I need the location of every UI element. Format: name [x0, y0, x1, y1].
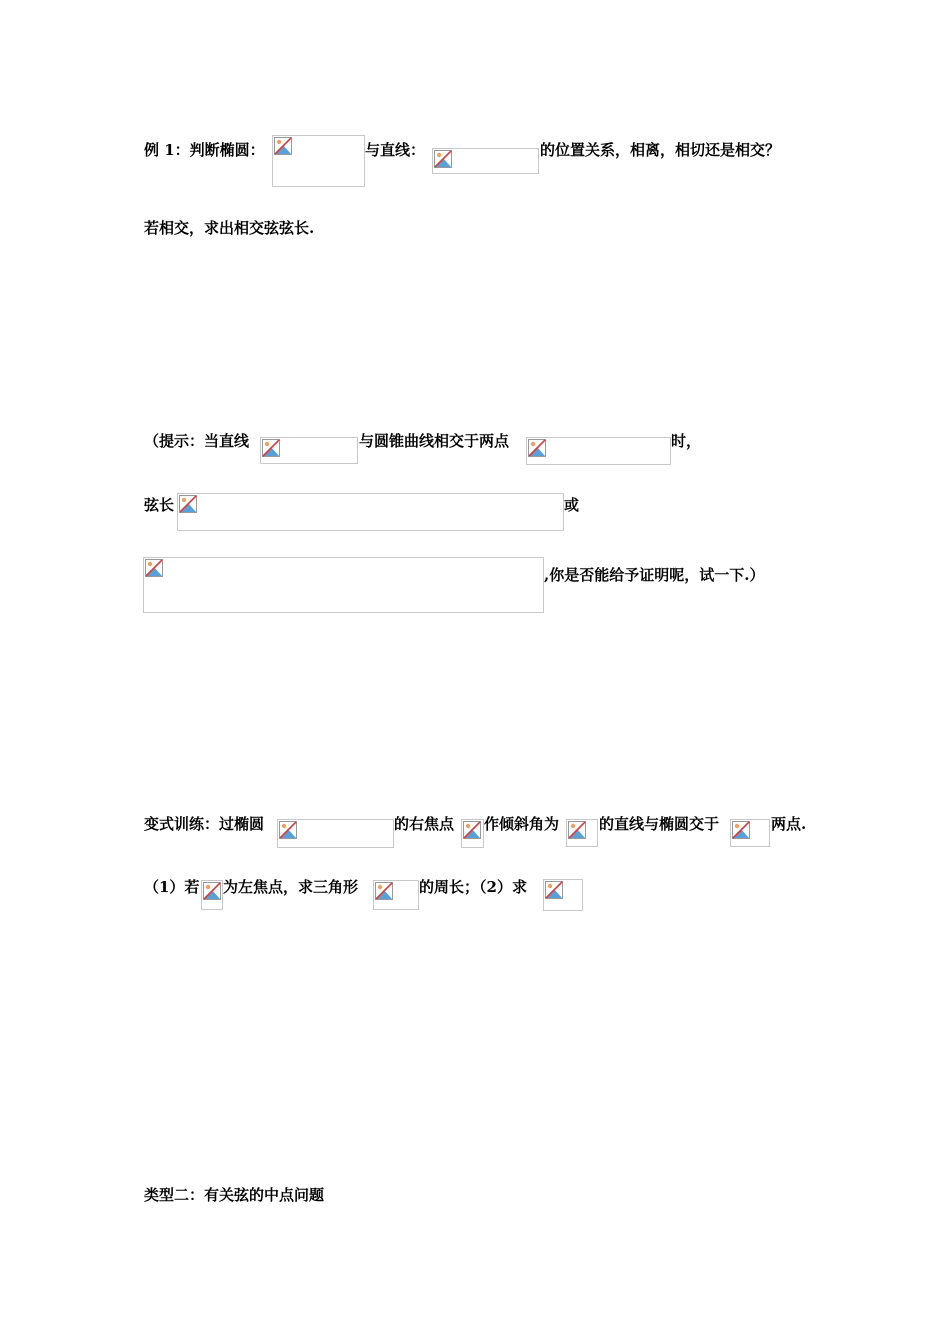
hint-part3: 时， — [671, 432, 702, 450]
hint-part2: 与圆锥曲线相交于两点 — [359, 432, 510, 450]
variant-q1a: （1）若 — [144, 878, 200, 896]
formula-image-line-eq — [260, 437, 358, 464]
variant-part3: 作倾斜角为 — [484, 815, 560, 833]
broken-image-icon — [375, 882, 393, 900]
formula-image-chord-length-2 — [143, 557, 544, 613]
hint-end: ,你是否能给予证明呢，试一下.） — [544, 566, 765, 584]
example1-mid: 与直线： — [365, 141, 426, 159]
broken-image-icon — [463, 821, 481, 839]
formula-image-focus — [461, 819, 484, 848]
variant-part1: 变式训练：过椭圆 — [144, 815, 265, 833]
formula-image-variant-ellipse — [277, 819, 394, 848]
formula-image-line — [432, 148, 539, 174]
broken-image-icon — [274, 137, 292, 155]
formula-image-points — [526, 437, 671, 465]
example1-suffix: 的位置关系，相离，相切还是相交？ — [540, 141, 781, 159]
variant-part4: 的直线与椭圆交于 — [599, 815, 720, 833]
example1-line2: 若相交，求出相交弦弦长. — [144, 219, 315, 237]
broken-image-icon — [434, 150, 452, 168]
formula-image-angle — [566, 819, 598, 847]
broken-image-icon — [179, 495, 197, 513]
variant-part2: 的右焦点 — [394, 815, 455, 833]
hint-part1: （提示：当直线 — [144, 432, 250, 450]
broken-image-icon — [568, 821, 586, 839]
broken-image-icon — [545, 881, 563, 899]
broken-image-icon — [203, 882, 221, 900]
broken-image-icon — [732, 821, 750, 839]
broken-image-icon — [145, 559, 163, 577]
example1-prefix: 例 1：判断椭圆： — [144, 141, 265, 159]
broken-image-icon — [279, 821, 297, 839]
broken-image-icon — [528, 439, 546, 457]
variant-q1c: 的周长；（2）求 — [419, 878, 527, 896]
hint-or: 或 — [564, 496, 580, 514]
formula-image-q2 — [543, 879, 583, 911]
variant-q1b: 为左焦点，求三角形 — [223, 878, 359, 896]
hint-chord: 弦长 — [144, 496, 175, 514]
broken-image-icon — [262, 439, 280, 457]
formula-image-chord-length-1 — [177, 493, 564, 531]
formula-image-triangle — [373, 880, 419, 910]
formula-image-ellipse — [272, 135, 365, 187]
type2-title: 类型二：有关弦的中点问题 — [144, 1186, 325, 1204]
formula-image-left-focus — [201, 880, 223, 910]
formula-image-ab — [730, 819, 770, 847]
variant-part5: 两点. — [771, 815, 807, 833]
